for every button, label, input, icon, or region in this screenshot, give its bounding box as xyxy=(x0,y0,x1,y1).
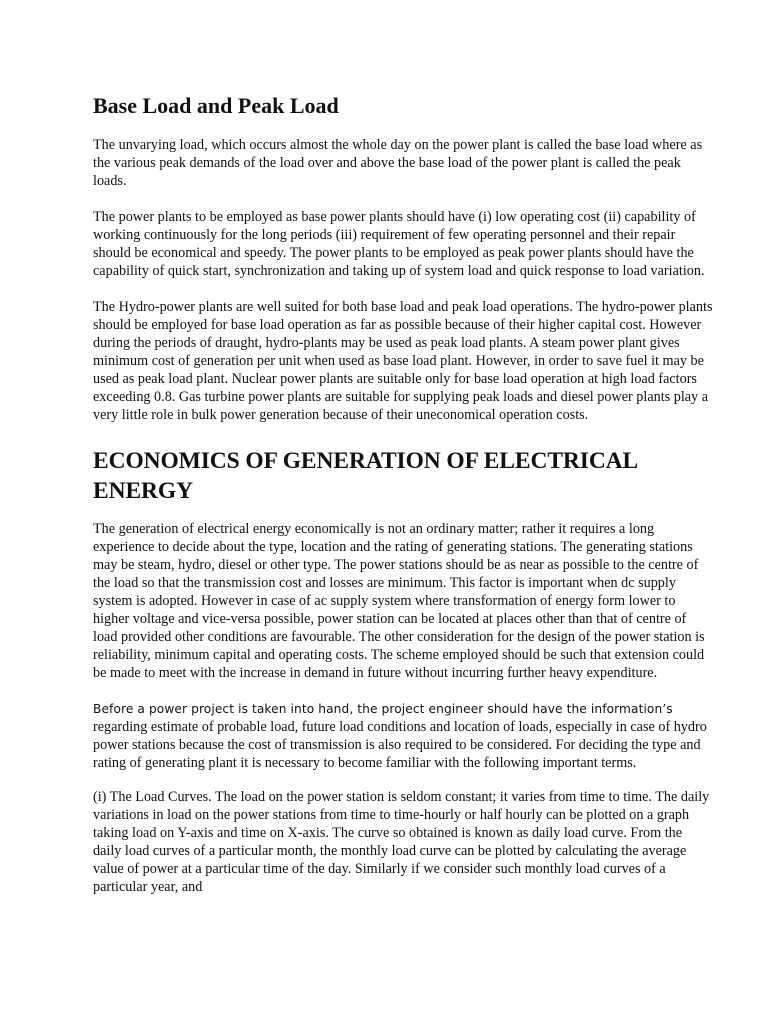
section-title-base-load: Base Load and Peak Load xyxy=(93,93,339,118)
document-body xyxy=(93,92,713,914)
paragraph-lead-line: Before a power project is taken into hand, the project engineer should have the information’s xyxy=(93,702,673,716)
paragraph-continuation: regarding estimate of probable load, future load conditions and location of loads, especially in case of hydro power stations because the cost of transmission is also required to be considered. For deciding the type and rating of generating plant it is necessary to become familiar with the following important terms. xyxy=(93,719,707,771)
paragraph-plant-suitability: The Hydro-power plants are well suited for both base load and peak load operations. The hydro-power plants should be employed for base load operation as far as possible because of their higher capital cost. However during the periods of draught, hydro-plants may be used as peak load plants. A steam power plant gives minimum cost of generation per unit when used as base load plant. However, in order to save fuel it may be used as peak load plant. Nuclear power plants are suitable only for base load operation at high load factors exceeding 0.8. Gas turbine power plants are suitable for supplying peak loads and diesel power plants play a very little role in bulk power generation because of their uneconomical operation costs. xyxy=(93,299,713,423)
section-title-economics: ECONOMICS OF GENERATION OF ELECTRICAL ENERGY xyxy=(93,448,637,504)
paragraph-base-load-definition: The unvarying load, which occurs almost the whole day on the power plant is called the base load where as the various peak demands of the load over and above the base load of the power plant is called the peak loads. xyxy=(93,137,703,189)
paragraph-project-information xyxy=(93,700,713,772)
paragraph-plant-requirements: The power plants to be employed as base power plants should have (i) low operating cost (ii) capability of working continuously for the long periods (iii) requirement of few operating personnel and their repair should be economical and speedy. The power plants to be employed as peak power plants should have the capability of quick start, synchronization and taking up of system load and quick response to load variation. xyxy=(93,209,705,279)
paragraph-economics-intro: The generation of electrical energy economically is not an ordinary matter; rather it requires a long experience to decide about the type, location and the rating of generating stations. The generating stations may be steam, hydro, diesel or other type. The power stations should be as near as possible to the centre of the load so that the transmission cost and losses are minimum. This factor is important when dc supply system is adopted. However in case of ac supply system where transformation of energy form lower to higher voltage and vice-versa possible, power station can be located at places other than that of centre of load provided other conditions are favourable. The other consideration for the design of the power station is reliability, minimum capital and operating costs. The scheme employed should be such that extension could be made to meet with the increase in demand in future without incurring further heavy expenditure. xyxy=(93,521,705,681)
paragraph-load-curves: (i) The Load Curves. The load on the power station is seldom constant; it varies from time to time. The daily variations in load on the power stations from time to time-hourly or half hourly can be plotted on a graph taking load on Y-axis and time on X-axis. The curve so obtained is known as daily load curve. From the daily load curves of a particular month, the monthly load curve can be plotted by calculating the average value of power at a particular time of the day. Similarly if we consider such monthly load curves of a particular year, and xyxy=(93,789,710,895)
